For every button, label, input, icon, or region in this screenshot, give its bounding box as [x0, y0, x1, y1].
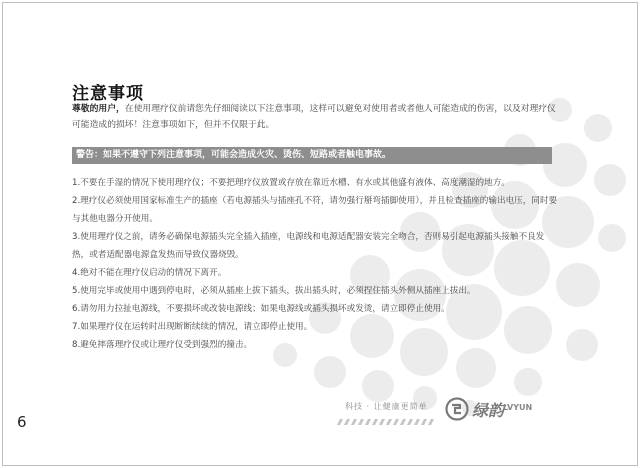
brand-logo-icon — [445, 397, 469, 421]
list-item: 2.理疗仪必须使用国家标准生产的插座（若电源插头与插座孔不符，请勿强行掰弯插脚使用），并且检查插座的输出电压，同时要与其他电器分开使用。 — [72, 196, 558, 224]
list-item: 4.绝对不能在理疗仪启动的情况下离开。 — [72, 268, 227, 278]
page-number: 6 — [17, 413, 27, 431]
footer-slogan: 科技 · 让健康更简单 — [345, 402, 428, 411]
footer-stripes-decoration — [337, 419, 437, 425]
page-title: 注意事项 — [72, 84, 144, 104]
warning-banner: 警告：如果不遵守下列注意事项，可能会造成火灾、烫伤、短路或者触电事故。 — [72, 147, 552, 164]
list-item: 3.使用理疗仪之前，请务必确保电源插头完全插入插座，电源线和电源适配器安装完全吻合，否则易引起电源插头接触不良发热，或者适配器电源盒发热而导致仪器烧毁。 — [72, 232, 545, 260]
list-item: 6.请勿用力拉扯电源线，不要损坏或改装电源线；如果电源线或插头损坏或发烫，请立即停止使用。 — [72, 304, 450, 314]
list-item: 7.如果理疗仪在运转时出现断断续续的情况，请立即停止使用。 — [72, 322, 313, 332]
precautions-list — [72, 174, 558, 354]
brand-name-en: LVYUN — [503, 403, 533, 412]
intro-greeting: 尊敬的用户， — [72, 104, 125, 114]
list-item: 1.不要在手湿的情况下使用理疗仪；不要把理疗仪放置或存放在靠近水槽、有水或其他盛有液体、高度潮湿的地方。 — [72, 178, 510, 188]
intro-paragraph — [72, 101, 558, 133]
list-item: 5.使用完毕或使用中遇到停电时，必须从插座上拔下插头，拔出插头时，必须捏住插头外侧从插座上拔出。 — [72, 286, 476, 296]
brand-name-cn: 绿韵 — [472, 401, 505, 420]
intro-text: 在使用理疗仪前请您先仔细阅读以下注意事项，这样可以避免对使用者或者他人可能造成的伤害，以及对理疗仪可能造成的损坏！注意事项如下，但并不仅限于此。 — [72, 104, 556, 130]
list-item: 8.避免摔落理疗仪或让理疗仪受到强烈的撞击。 — [72, 340, 253, 350]
